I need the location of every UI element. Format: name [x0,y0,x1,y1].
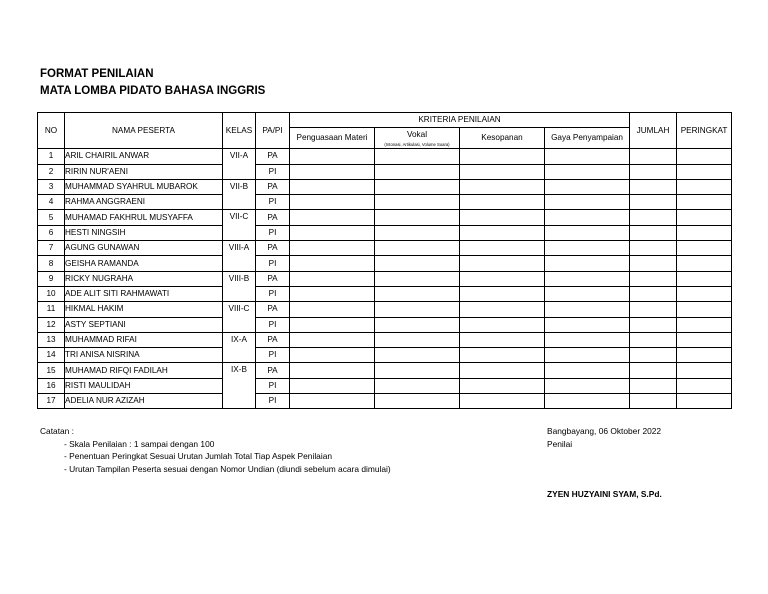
rank-cell [677,164,732,179]
table-row [38,256,732,271]
row-number: 1 [38,149,65,164]
signer-name: ZYEN HUZYAINI SYAM, S.Pd. [547,489,662,499]
place-date: Bangbayang, 06 Oktober 2022 [547,426,662,436]
table-row [38,348,732,363]
gender-cell: PI [256,256,290,271]
rank-cell [677,363,732,378]
total-score [630,164,677,179]
note-item: - Penentuan Peringkat Sesuai Urutan Jumlah Total Tiap Aspek Penilaian [64,451,333,461]
score-penguasaan-materi [290,271,375,286]
note-item: - Skala Penilaian : 1 sampai dengan 100 [64,438,215,449]
table-row [38,210,732,225]
score-vokal [375,348,460,363]
score-vokal [375,149,460,164]
gender-cell: PA [256,302,290,317]
score-penguasaan-materi [290,225,375,240]
row-number: 17 [38,394,65,409]
row-number: 9 [38,271,65,286]
score-vokal [375,286,460,301]
rank-cell [677,179,732,194]
score-kesopanan [460,348,545,363]
row-number: 11 [38,302,65,317]
score-vokal [375,363,460,378]
total-score [630,332,677,347]
score-penguasaan-materi [290,210,375,225]
rank-cell [677,332,732,347]
table-row [38,332,732,347]
class-cell: VII-B [223,179,256,210]
score-kesopanan [460,317,545,332]
participant-name: RAHMA ANGGRAENI [65,195,223,210]
row-number: 4 [38,195,65,210]
document-title: FORMAT PENILAIAN [40,68,154,80]
score-penguasaan-materi [290,302,375,317]
total-score [630,317,677,332]
total-score [630,348,677,363]
rank-cell [677,210,732,225]
total-score [630,363,677,378]
participant-name: MUHAMAD FAKHRUL MUSYAFFA [65,210,223,225]
table-row [38,164,732,179]
total-score [630,302,677,317]
score-penguasaan-materi [290,363,375,378]
participant-name: MUHAMMAD SYAHRUL MUBAROK [65,179,223,194]
score-penguasaan-materi [290,195,375,210]
header-kelas: KELAS [223,113,256,149]
total-score [630,256,677,271]
score-kesopanan [460,378,545,393]
score-gaya-penyampaian [545,378,630,393]
class-cell: VIII-C [223,302,256,333]
rank-cell [677,225,732,240]
table-row [38,286,732,301]
header-kriteria-penilaian: KRITERIA PENILAIAN [290,113,630,128]
score-kesopanan [460,195,545,210]
scoring-table [37,112,732,409]
table-row [38,363,732,378]
rank-cell [677,271,732,286]
row-number: 12 [38,317,65,332]
note-item: - Urutan Tampilan Peserta sesuai dengan Nomor Undian (diundi sebelum acara dimulai) [64,463,391,474]
row-number: 2 [38,164,65,179]
score-kesopanan [460,394,545,409]
score-gaya-penyampaian [545,225,630,240]
score-gaya-penyampaian [545,164,630,179]
score-kesopanan [460,149,545,164]
score-penguasaan-materi [290,164,375,179]
header-vokal-label: Vokal [406,130,428,140]
score-penguasaan-materi [290,286,375,301]
participant-name: RICKY NUGRAHA [65,271,223,286]
class-cell: VIII-B [223,271,256,302]
score-gaya-penyampaian [545,317,630,332]
participant-name: RIRIN NUR'AENI [65,164,223,179]
score-penguasaan-materi [290,332,375,347]
score-penguasaan-materi [290,348,375,363]
score-penguasaan-materi [290,241,375,256]
score-gaya-penyampaian [545,394,630,409]
signer-role: Penilai [547,438,573,449]
class-cell: VII-A [223,149,256,180]
rank-cell [677,286,732,301]
score-vokal [375,210,460,225]
total-score [630,241,677,256]
gender-cell: PI [256,164,290,179]
participant-name: ASTY SEPTIANI [65,317,223,332]
score-vokal [375,179,460,194]
class-cell: IX-B [223,363,256,409]
participant-name: TRI ANISA NISRINA [65,348,223,363]
table-row [38,271,732,286]
row-number: 6 [38,225,65,240]
participant-name: MUHAMAD RIFQI FADILAH [65,363,223,378]
score-vokal [375,378,460,393]
row-number: 13 [38,332,65,347]
document-subtitle: MATA LOMBA PIDATO BAHASA INGGRIS [40,85,266,97]
notes-heading: Catatan : [40,426,74,436]
score-gaya-penyampaian [545,149,630,164]
header-vokal-note: (Intonasi, Artikulasi, Volume Suara) [384,142,450,148]
score-penguasaan-materi [290,317,375,332]
rank-cell [677,256,732,271]
row-number: 16 [38,378,65,393]
score-gaya-penyampaian [545,256,630,271]
score-vokal [375,241,460,256]
score-vokal [375,332,460,347]
gender-cell: PA [256,363,290,378]
score-vokal [375,256,460,271]
score-gaya-penyampaian [545,302,630,317]
total-score [630,378,677,393]
participant-name: HESTI NINGSIH [65,225,223,240]
header-nama-peserta: NAMA PESERTA [65,113,223,149]
row-number: 7 [38,241,65,256]
rank-cell [677,149,732,164]
score-kesopanan [460,363,545,378]
row-number: 8 [38,256,65,271]
table-row [38,241,732,256]
gender-cell: PI [256,195,290,210]
participant-name: RISTI MAULIDAH [65,378,223,393]
table-row [38,195,732,210]
gender-cell: PI [256,378,290,393]
gender-cell: PA [256,332,290,347]
table-row [38,317,732,332]
gender-cell: PI [256,394,290,409]
rank-cell [677,378,732,393]
rank-cell [677,195,732,210]
score-gaya-penyampaian [545,195,630,210]
participant-name: AGUNG GUNAWAN [65,241,223,256]
rank-cell [677,302,732,317]
score-vokal [375,394,460,409]
header-kesopanan: Kesopanan [460,128,545,149]
score-vokal [375,302,460,317]
participant-name: MUHAMMAD RIFAI [65,332,223,347]
score-gaya-penyampaian [545,286,630,301]
rank-cell [677,241,732,256]
signature-block [547,425,661,450]
total-score [630,149,677,164]
row-number: 15 [38,363,65,378]
total-score [630,286,677,301]
score-penguasaan-materi [290,378,375,393]
header-vokal [375,128,460,149]
header-penguasaan-materi: Penguasaan Materi [290,128,375,149]
total-score [630,271,677,286]
score-kesopanan [460,271,545,286]
table-row [38,149,732,164]
score-penguasaan-materi [290,394,375,409]
score-gaya-penyampaian [545,210,630,225]
score-penguasaan-materi [290,179,375,194]
total-score [630,179,677,194]
score-kesopanan [460,241,545,256]
gender-cell: PI [256,286,290,301]
score-vokal [375,271,460,286]
gender-cell: PI [256,317,290,332]
score-vokal [375,225,460,240]
table-row [38,179,732,194]
row-number: 3 [38,179,65,194]
class-cell: VIII-A [223,241,256,272]
score-kesopanan [460,286,545,301]
score-kesopanan [460,179,545,194]
class-cell: IX-A [223,332,256,363]
table-row [38,302,732,317]
participant-name: GEISHA RAMANDA [65,256,223,271]
participant-rows [38,149,732,409]
total-score [630,394,677,409]
score-kesopanan [460,332,545,347]
gender-cell: PA [256,271,290,286]
notes-section [40,425,391,475]
table-row [38,378,732,393]
score-gaya-penyampaian [545,348,630,363]
table-row [38,394,732,409]
score-kesopanan [460,164,545,179]
score-kesopanan [460,256,545,271]
header-jumlah: JUMLAH [630,113,677,149]
participant-name: ARIL CHAIRIL ANWAR [65,149,223,164]
row-number: 10 [38,286,65,301]
class-cell: VII-C [223,210,256,241]
rank-cell [677,394,732,409]
score-gaya-penyampaian [545,332,630,347]
table-row [38,225,732,240]
rank-cell [677,317,732,332]
score-gaya-penyampaian [545,271,630,286]
header-gaya-penyampaian: Gaya Penyampaian [545,128,630,149]
score-vokal [375,164,460,179]
score-vokal [375,317,460,332]
score-penguasaan-materi [290,149,375,164]
gender-cell: PA [256,149,290,164]
total-score [630,225,677,240]
header-no: NO [38,113,65,149]
participant-name: ADE ALIT SITI RAHMAWATI [65,286,223,301]
rank-cell [677,348,732,363]
score-gaya-penyampaian [545,363,630,378]
gender-cell: PI [256,225,290,240]
score-penguasaan-materi [290,256,375,271]
score-kesopanan [460,302,545,317]
score-vokal [375,195,460,210]
score-gaya-penyampaian [545,241,630,256]
total-score [630,210,677,225]
header-pa-pi: PA/PI [256,113,290,149]
row-number: 14 [38,348,65,363]
score-gaya-penyampaian [545,179,630,194]
score-kesopanan [460,225,545,240]
gender-cell: PA [256,241,290,256]
header-peringkat: PERINGKAT [677,113,732,149]
participant-name: ADELIA NUR AZIZAH [65,394,223,409]
gender-cell: PI [256,348,290,363]
gender-cell: PA [256,210,290,225]
gender-cell: PA [256,179,290,194]
score-kesopanan [460,210,545,225]
row-number: 5 [38,210,65,225]
participant-name: HIKMAL HAKIM [65,302,223,317]
total-score [630,195,677,210]
